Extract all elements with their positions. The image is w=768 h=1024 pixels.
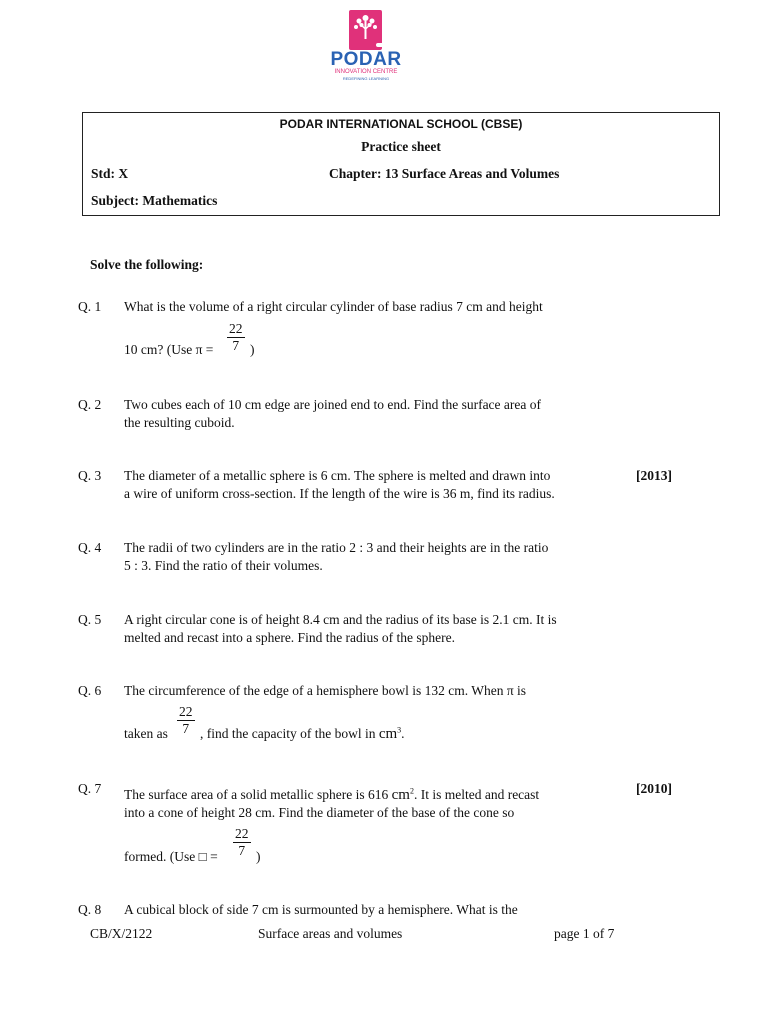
question-text-close: ): [250, 342, 255, 357]
question-text-line2: the resulting cuboid.: [124, 415, 235, 430]
question-text-line2-end: , find the capacity of the bowl in $cm^3$.: [200, 725, 405, 742]
question-number: Q. 4: [78, 540, 102, 555]
question-text-line2: 5 : 3. Find the ratio of their volumes.: [124, 558, 323, 573]
std-label: Std: X: [91, 166, 129, 181]
question-text-line2: into a cone of height 28 cm. Find the diameter of the base of the cone so: [124, 805, 515, 820]
fraction: 22 7: [179, 704, 193, 736]
question-text: The diameter of a metallic sphere is 6 cm. The sphere is melted and drawn into: [124, 468, 551, 483]
logo-tree-icon: [349, 10, 382, 50]
footer-title: Surface areas and volumes: [258, 926, 403, 941]
subject-value: : Mathematics: [134, 193, 218, 208]
logo-wordmark: PODAR: [330, 49, 402, 70]
question-text: A cubical block of side 7 cm is surmounted by a hemisphere. What is the: [124, 902, 518, 917]
school-name: PODAR INTERNATIONAL SCHOOL (CBSE): [279, 117, 523, 131]
sheet-title: Practice sheet: [361, 139, 441, 154]
fraction: 22 7: [235, 826, 249, 858]
logo-subtitle: INNOVATION CENTRE: [334, 69, 398, 75]
question-number: Q. 6: [78, 683, 102, 698]
question-number: Q. 5: [78, 612, 102, 627]
question-text-line2: melted and recast into a sphere. Find the radius of the sphere.: [124, 630, 456, 645]
fraction: 22 7: [229, 321, 243, 353]
question-text-close: ): [256, 849, 261, 864]
subject-line: [91, 193, 217, 209]
missing-glyph-icon: □: [198, 849, 207, 864]
question-text-line2: 10 cm? (Use π =: [124, 342, 214, 357]
subject-label: Subject: [91, 193, 135, 208]
question-text-line2-start: taken as: [124, 726, 168, 741]
question-text-line3: formed. (Use □ =: [124, 849, 218, 864]
logo-tagline: REDEFINING LEARNING: [342, 76, 390, 81]
question-text: The surface area of a solid metallic sphere is 616 $cm^2$. It is melted and recast: [124, 786, 540, 803]
footer-page-number: page 1 of 7: [554, 926, 615, 941]
question-number: Q. 7: [78, 781, 102, 796]
question-text: The circumference of the edge of a hemisphere bowl is 132 cm. When π is: [124, 683, 527, 698]
header-box: [82, 112, 720, 216]
chapter-title: Chapter: 13 Surface Areas and Volumes: [329, 166, 560, 181]
question-text: The radii of two cylinders are in the ratio 2 : 3 and their heights are in the ratio: [124, 540, 549, 555]
question-number: Q. 8: [78, 902, 102, 917]
question-text-line2: a wire of uniform cross-section. If the length of the wire is 36 m, find its radius.: [124, 486, 555, 501]
question-number: Q. 2: [78, 397, 102, 412]
question-number: Q. 1: [78, 299, 102, 314]
instruction-heading: Solve the following:: [90, 257, 204, 272]
footer-code: CB/X/2122: [90, 926, 153, 941]
school-logo: [326, 10, 406, 82]
year-tag: [2013]: [636, 468, 672, 483]
question-text: What is the volume of a right circular cylinder of base radius 7 cm and height: [124, 299, 543, 314]
year-tag: [2010]: [636, 781, 672, 796]
question-text: A right circular cone is of height 8.4 cm and the radius of its base is 2.1 cm. It is: [124, 612, 557, 627]
logo-since-band: [376, 43, 401, 47]
question-text: Two cubes each of 10 cm edge are joined end to end. Find the surface area of: [124, 397, 542, 412]
question-number: Q. 3: [78, 468, 102, 483]
